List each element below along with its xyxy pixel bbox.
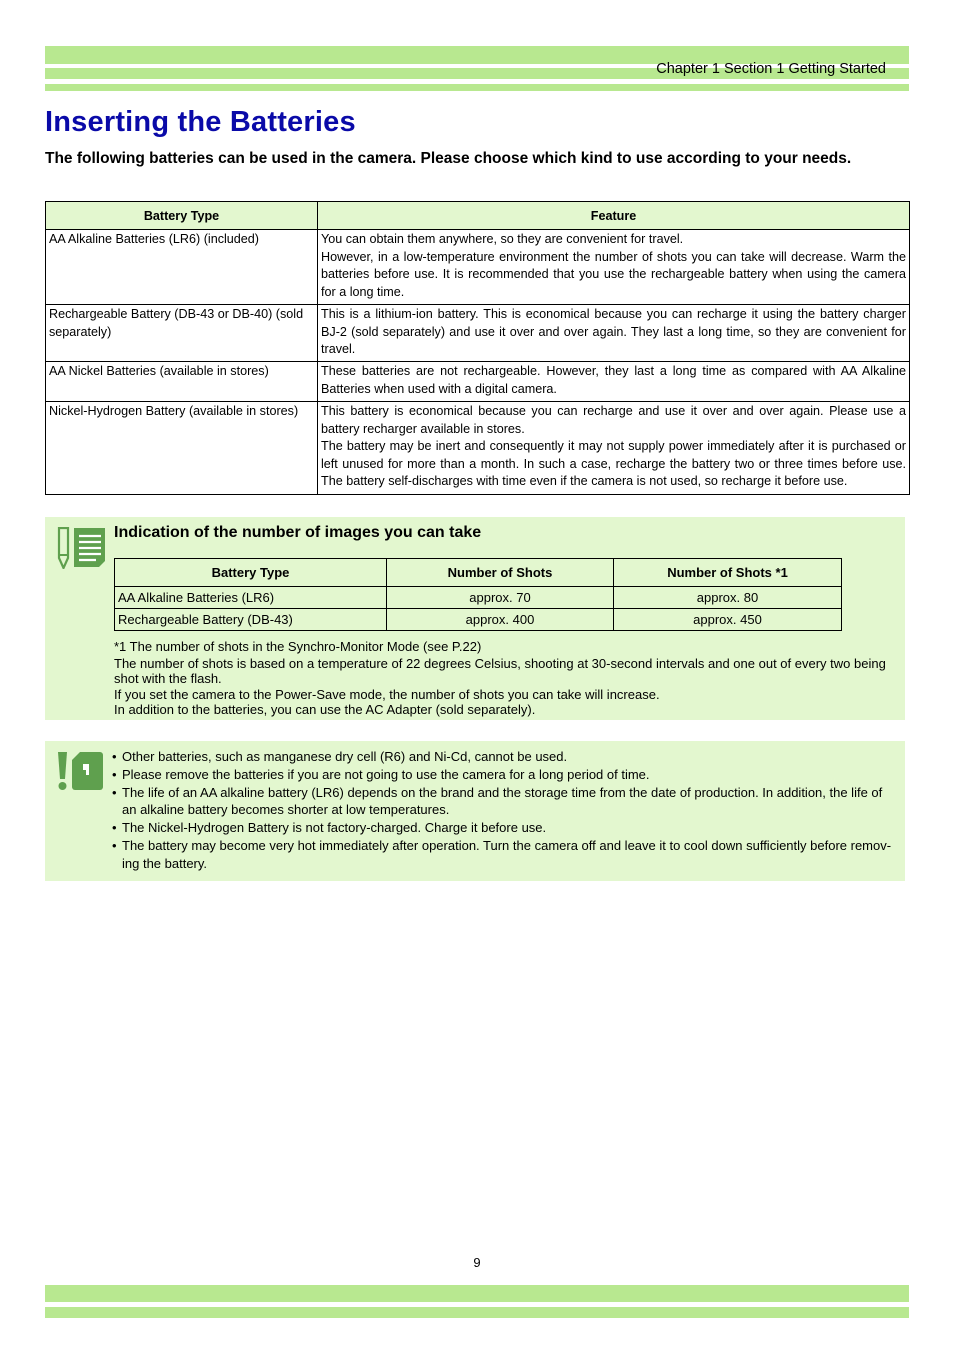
- table-row: [115, 587, 842, 609]
- battery-type-cell: Rechargeable Battery (DB-43 or DB-40) (sold separately): [46, 305, 318, 362]
- table-row: [46, 362, 910, 402]
- memo-icon: [57, 527, 107, 569]
- list-item: • The Nickel-Hydrogen Battery is not factory-charged. Charge it before use.: [112, 819, 897, 837]
- list-item: • Please remove the batteries if you are not going to use the camera for a long period of time.: [112, 766, 897, 784]
- shots-table: [114, 558, 842, 631]
- shots-note: If you set the camera to the Power-Save mode, the number of shots you can take will increase.: [114, 686, 660, 702]
- footer-band-bottom: [45, 1307, 909, 1318]
- battery-type-header: Battery Type: [46, 202, 318, 230]
- shots-battery-type-header: Battery Type: [115, 559, 387, 587]
- feature-cell: These batteries are not rechargeable. However, they last a long time as compared with AA Alkaline Batteries when used with a digital camera.: [318, 362, 910, 402]
- shots-table-header-row: [115, 559, 842, 587]
- shots-synchro-header: Number of Shots *1: [614, 559, 842, 587]
- shots-note: In addition to the batteries, you can use the AC Adapter (sold separately).: [114, 701, 536, 717]
- shots-count-cell: approx. 400: [387, 609, 614, 631]
- feature-cell: You can obtain them anywhere, so they are convenient for travel. However, in a low-temperature environment the number of shots you can take will decrease. Warm the batteries before use. It is recommended that you use the rechargeable battery when using the camera for a long time.: [318, 230, 910, 305]
- shots-synchro-cell: approx. 450: [614, 609, 842, 631]
- shots-count-cell: approx. 70: [387, 587, 614, 609]
- shots-notes: [114, 639, 904, 717]
- battery-type-cell: Nickel-Hydrogen Battery (available in stores): [46, 402, 318, 495]
- shots-note: The number of shots is based on a temperature of 22 degrees Celsius, shooting at 30-second intervals and one out of every two being shot with the flash.: [114, 656, 886, 687]
- shots-battery-type-cell: Rechargeable Battery (DB-43): [115, 609, 387, 631]
- battery-type-cell: AA Alkaline Batteries (LR6) (included): [46, 230, 318, 305]
- shots-info-box: [45, 517, 905, 720]
- table-row: [46, 402, 910, 495]
- page-number: 9: [473, 1255, 481, 1270]
- table-row: [46, 230, 910, 305]
- header-band-bottom: [45, 84, 909, 91]
- chapter-label: Chapter 1 Section 1 Getting Started: [656, 61, 886, 77]
- caution-list: [112, 748, 897, 873]
- intro-text: The following batteries can be used in the camera. Please choose which kind to use according to your needs.: [45, 150, 852, 167]
- feature-cell: This is a lithium-ion battery. This is economical because you can recharge it using the battery charger BJ-2 (sold separately) and use it over and over again. They last a long time, so they are convenient for travel.: [318, 305, 910, 362]
- shots-heading: Indication of the number of images you can take: [114, 524, 482, 541]
- table-row: [46, 305, 910, 362]
- shots-count-header: Number of Shots: [387, 559, 614, 587]
- list-item: • The battery may become very hot immediately after operation. Turn the camera off and leave it to cool down sufficiently before remov-ing the battery.: [112, 837, 897, 873]
- table-row: [115, 609, 842, 631]
- feature-header: Feature: [318, 202, 910, 230]
- feature-cell: This battery is economical because you can recharge and use it over and over again. Please use a battery recharger available in stores. The battery may be inert and consequently it may not supply power immediately after it is purchased or left unused for more than a month. In such a case, recharge the battery two or three times before use. The battery self-discharges with time even if the camera is not used, so recharge it before use.: [318, 402, 910, 495]
- list-item: • Other batteries, such as manganese dry cell (R6) and Ni-Cd, cannot be used.: [112, 748, 897, 766]
- battery-table-header-row: [46, 202, 910, 230]
- battery-type-cell: AA Nickel Batteries (available in stores): [46, 362, 318, 402]
- shots-synchro-cell: approx. 80: [614, 587, 842, 609]
- battery-table: [45, 201, 910, 495]
- shots-battery-type-cell: AA Alkaline Batteries (LR6): [115, 587, 387, 609]
- caution-icon: [56, 751, 104, 791]
- footer-band-top: [45, 1285, 909, 1302]
- caution-box: [45, 741, 905, 881]
- synchro-footnote: *1 The number of shots in the Synchro-Monitor Mode (see P.22): [114, 639, 482, 654]
- list-item: • The life of an AA alkaline battery (LR6) depends on the brand and the storage time from the date of production. In addition, the life of an alkaline battery becomes shorter at low temperatures.: [112, 784, 897, 820]
- page-title: Inserting the Batteries: [45, 106, 356, 138]
